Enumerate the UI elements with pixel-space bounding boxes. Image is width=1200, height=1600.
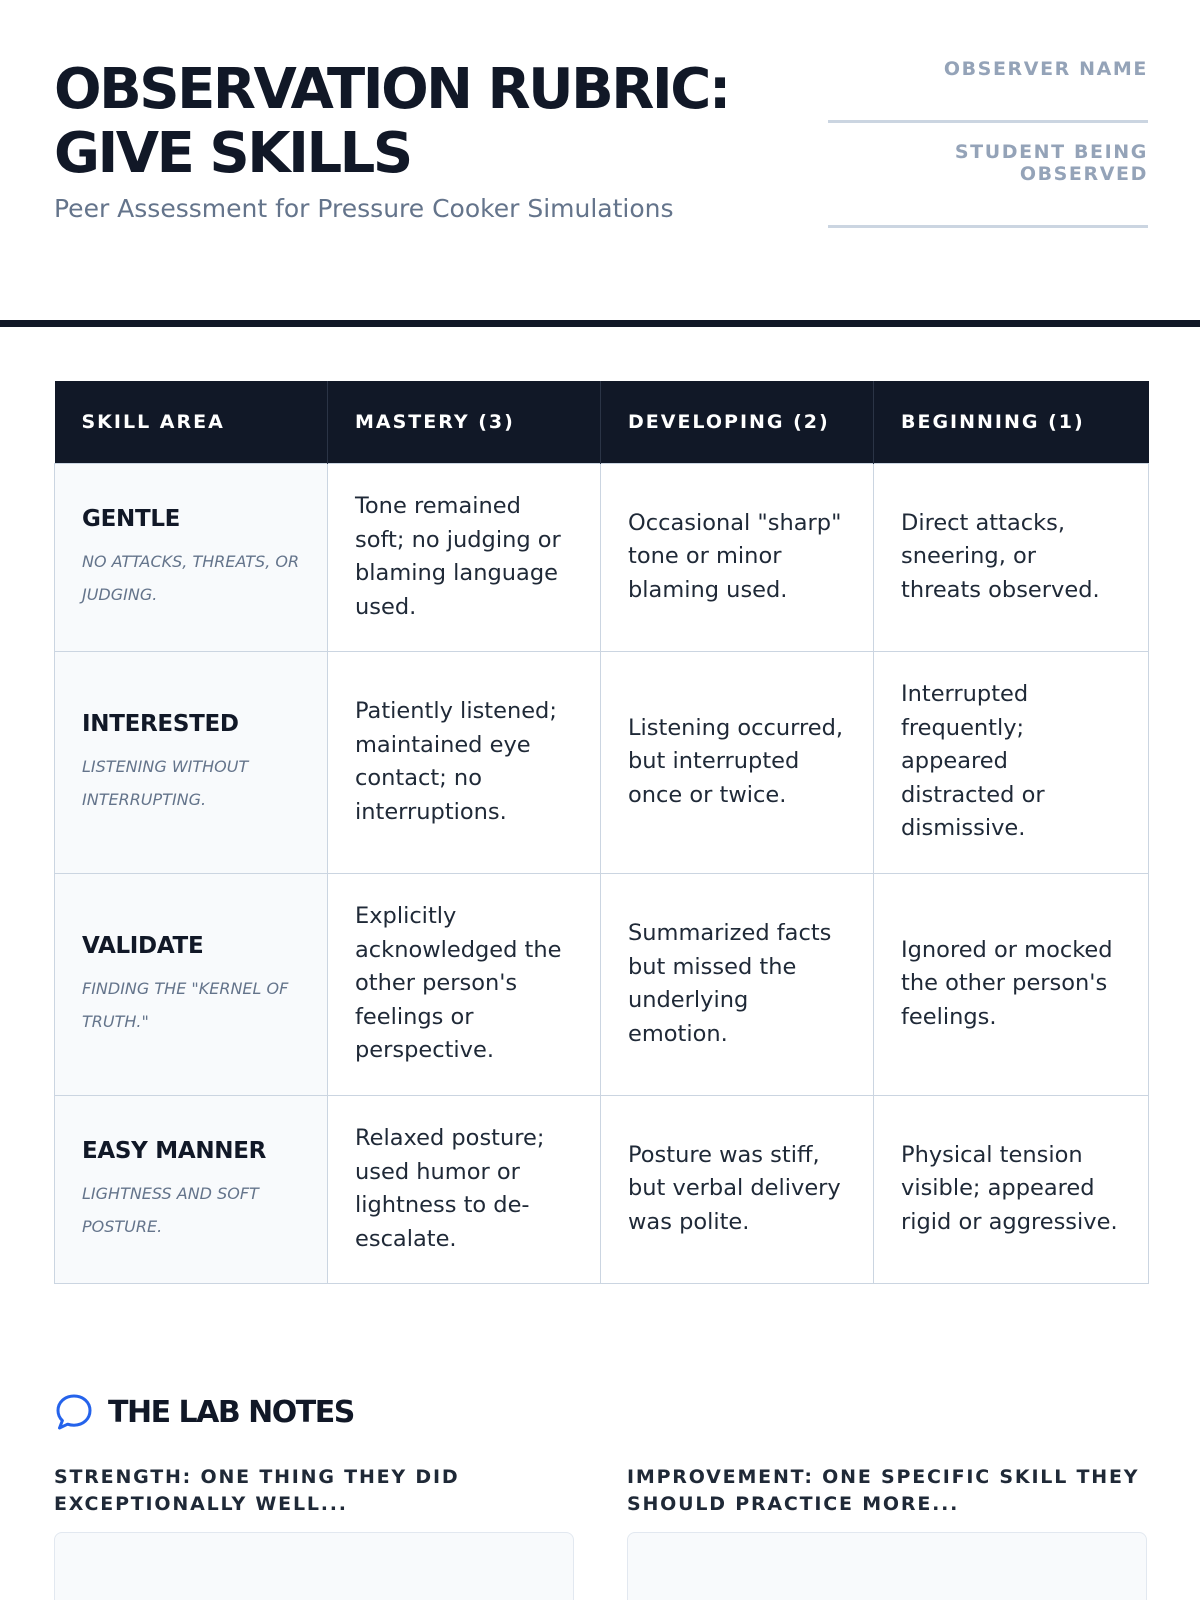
developing-cell: Posture was stiff, but verbal delivery was polite. bbox=[601, 1095, 874, 1283]
improvement-label: IMPROVEMENT: ONE SPECIFIC SKILL THEY SHOULD PRACTICE MORE... bbox=[627, 1466, 1140, 1515]
skill-name: EASY MANNER bbox=[82, 1138, 267, 1165]
observer-name-field bbox=[828, 58, 1148, 123]
student-observed-input-line[interactable] bbox=[828, 225, 1148, 228]
strength-text-box[interactable] bbox=[54, 1532, 574, 1600]
beginning-cell: Direct attacks, sneering, or threats observed. bbox=[874, 463, 1149, 651]
beginning-cell: Physical tension visible; appeared rigid or aggressive. bbox=[874, 1095, 1149, 1283]
skill-name: VALIDATE bbox=[82, 933, 204, 960]
developing-cell: Listening occurred, but interrupted once or twice. bbox=[601, 651, 874, 873]
rubric-table bbox=[54, 381, 1149, 1284]
header bbox=[54, 58, 1148, 288]
improvement-prompt bbox=[627, 1464, 1147, 1600]
column-header-skill-area: SKILL AREA bbox=[55, 381, 328, 463]
skill-description: NO ATTACKS, THREATS, OR JUDGING. bbox=[82, 551, 300, 604]
student-observed-field bbox=[828, 141, 1148, 228]
mastery-cell: Patiently listened; maintained eye contact; no interruptions. bbox=[328, 651, 601, 873]
table-row bbox=[55, 1095, 1149, 1283]
skill-cell bbox=[55, 1095, 328, 1283]
skill-cell bbox=[55, 651, 328, 873]
mastery-cell: Relaxed posture; used humor or lightness to de-escalate. bbox=[328, 1095, 601, 1283]
page-title: OBSERVATION RUBRIC: GIVE SKILLS bbox=[54, 57, 729, 186]
skill-description: LISTENING WITHOUT INTERRUPTING. bbox=[82, 756, 249, 809]
developing-cell: Summarized facts but missed the underlying emotion. bbox=[601, 873, 874, 1095]
skill-name: INTERESTED bbox=[82, 711, 239, 738]
header-divider bbox=[0, 320, 1200, 327]
observer-name-label: OBSERVER NAME bbox=[943, 58, 1148, 80]
table-row bbox=[55, 873, 1149, 1095]
lab-notes-section bbox=[54, 1392, 1148, 1515]
lab-notes-header bbox=[54, 1392, 1148, 1432]
mastery-cell: Tone remained soft; no judging or blaming language used. bbox=[328, 463, 601, 651]
column-header-mastery: MASTERY (3) bbox=[328, 381, 601, 463]
developing-cell: Occasional "sharp" tone or minor blaming used. bbox=[601, 463, 874, 651]
strength-label: STRENGTH: ONE THING THEY DID EXCEPTIONALLY WELL... bbox=[54, 1466, 460, 1515]
skill-name: GENTLE bbox=[82, 506, 181, 533]
beginning-cell: Interrupted frequently; appeared distracted or dismissive. bbox=[874, 651, 1149, 873]
skill-cell bbox=[55, 463, 328, 651]
improvement-text-box[interactable] bbox=[627, 1532, 1147, 1600]
student-observed-label: STUDENT BEING OBSERVED bbox=[954, 141, 1148, 185]
skill-description: FINDING THE "KERNEL OF TRUTH." bbox=[82, 978, 289, 1031]
strength-prompt bbox=[54, 1464, 574, 1600]
column-header-developing: DEVELOPING (2) bbox=[601, 381, 874, 463]
table-row bbox=[55, 651, 1149, 873]
column-header-beginning: BEGINNING (1) bbox=[874, 381, 1149, 463]
rubric-header-row bbox=[55, 381, 1149, 463]
page-subtitle: Peer Assessment for Pressure Cooker Simulations bbox=[54, 194, 674, 223]
mastery-cell: Explicitly acknowledged the other person's feelings or perspective. bbox=[328, 873, 601, 1095]
observer-fields bbox=[828, 58, 1148, 228]
skill-description: LIGHTNESS AND SOFT POSTURE. bbox=[82, 1183, 259, 1236]
table-row bbox=[55, 463, 1149, 651]
skill-cell bbox=[55, 873, 328, 1095]
lab-notes-title: THE LAB NOTES bbox=[108, 1394, 354, 1430]
beginning-cell: Ignored or mocked the other person's feelings. bbox=[874, 873, 1149, 1095]
observer-name-input-line[interactable] bbox=[828, 120, 1148, 123]
speech-bubble-icon bbox=[54, 1392, 94, 1432]
